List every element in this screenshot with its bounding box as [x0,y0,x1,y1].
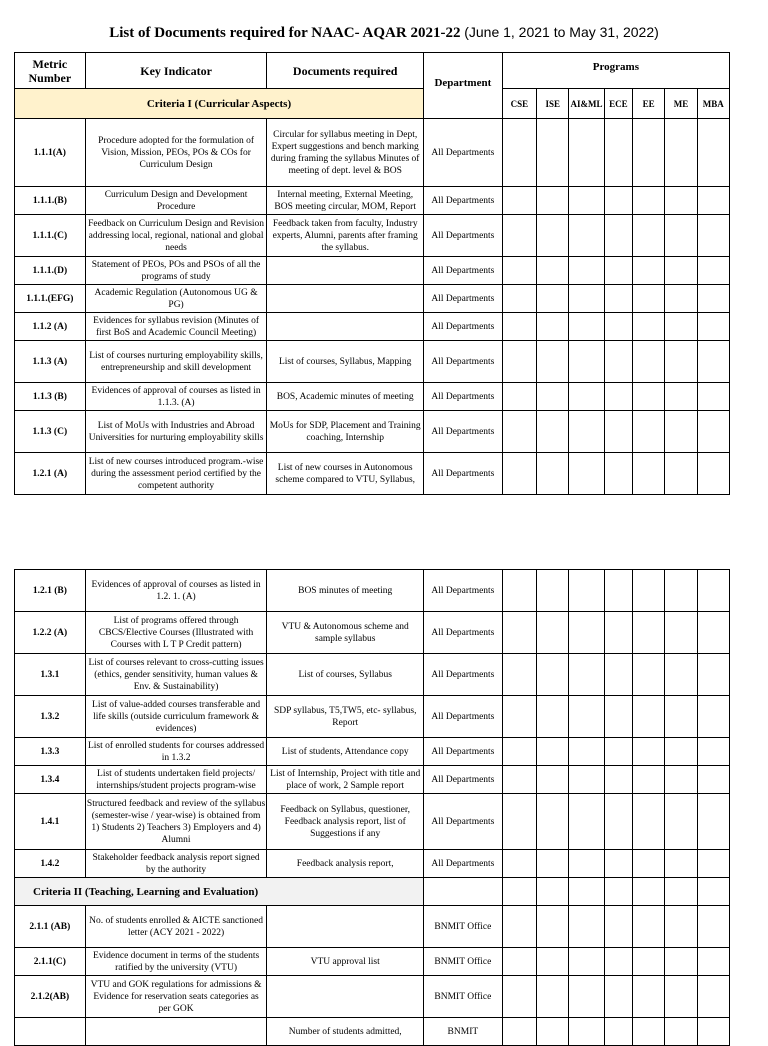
program-check-cell [502,696,536,738]
metric-cell: 1.1.1.(D) [15,257,86,285]
program-check-cell [665,976,697,1018]
table-row [15,313,730,341]
program-check-cell [665,411,697,453]
program-check-cell [632,285,664,313]
program-check-cell [569,654,604,696]
program-check-cell [569,570,604,612]
table-row [15,794,730,850]
department-cell: All Departments [423,794,502,850]
program-check-cell [502,654,536,696]
program-check-cell [604,257,632,285]
program-check-cell [537,766,569,794]
key-indicator-cell: Curriculum Design and Development Procedure [85,187,267,215]
program-check-cell [697,411,729,453]
program-check-cell [569,119,604,187]
program-check-cell [665,257,697,285]
program-check-cell [697,453,729,495]
key-indicator-cell: Stakeholder feedback analysis report signed by the authority [85,850,267,878]
department-cell: All Departments [423,119,502,187]
program-check-cell [604,119,632,187]
department-cell: All Departments [423,285,502,313]
table-row [15,948,730,976]
program-cse: CSE [502,89,536,119]
metric-cell: 1.1.3 (A) [15,341,86,383]
program-check-cell [537,850,569,878]
table-row [15,696,730,738]
program-check-cell [537,341,569,383]
metric-cell: 2.1.1(C) [15,948,86,976]
metric-cell: 1.4.2 [15,850,86,878]
program-check-cell [697,285,729,313]
program-check-cell [537,1018,569,1046]
program-check-cell [697,215,729,257]
table-row [15,570,730,612]
program-check-cell [633,976,665,1018]
program-check-cell [502,906,536,948]
empty-cell [665,878,697,906]
header-programs: Programs [502,53,729,89]
program-check-cell [502,215,536,257]
program-check-cell [665,738,697,766]
metric-cell: 1.1.3 (B) [15,383,86,411]
key-indicator-cell: Evidence document in terms of the students ratified by the university (VTU) [85,948,267,976]
program-check-cell [569,383,604,411]
program-check-cell [697,906,729,948]
program-check-cell [697,976,729,1018]
program-check-cell [665,1018,697,1046]
program-check-cell [665,696,697,738]
program-check-cell [502,313,536,341]
page-title-date-range: (June 1, 2021 to May 31, 2022) [464,24,659,40]
documents-cell: List of courses, Syllabus, Mapping [267,341,424,383]
program-check-cell [537,215,569,257]
program-check-cell [569,612,604,654]
documents-cell [267,906,424,948]
key-indicator-cell: Feedback on Curriculum Design and Revision addressing local, regional, national and global needs [85,215,267,257]
program-check-cell [665,612,697,654]
program-check-cell [632,187,664,215]
empty-cell [633,878,665,906]
documents-cell: List of new courses in Autonomous scheme compared to VTU, Syllabus, [267,453,424,495]
program-check-cell [537,411,569,453]
program-check-cell [633,906,665,948]
program-check-cell [502,976,536,1018]
metric-cell: 1.3.3 [15,738,86,766]
department-cell: All Departments [423,215,502,257]
program-check-cell [697,570,729,612]
empty-cell [569,878,604,906]
department-cell: All Departments [423,411,502,453]
program-check-cell [632,257,664,285]
table-row [15,187,730,215]
table-row [15,654,730,696]
documents-table-part2 [14,569,730,1046]
key-indicator-cell: Statement of PEOs, POs and PSOs of all the programs of study [85,257,267,285]
program-check-cell [502,1018,536,1046]
table-row [15,119,730,187]
program-check-cell [569,696,604,738]
program-check-cell [604,1018,632,1046]
metric-cell: 1.1.1.(C) [15,215,86,257]
key-indicator-cell: Evidences of approval of courses as listed in 1.2. 1. (A) [85,570,267,612]
program-check-cell [502,285,536,313]
program-check-cell [604,906,632,948]
documents-cell: BOS, Academic minutes of meeting [267,383,424,411]
key-indicator-cell [85,1018,267,1046]
metric-cell: 1.2.2 (A) [15,612,86,654]
metric-cell: 1.3.1 [15,654,86,696]
program-check-cell [665,341,697,383]
program-check-cell [569,341,604,383]
table-row [15,906,730,948]
metric-cell: 1.4.1 [15,794,86,850]
key-indicator-cell: List of MoUs with Industries and Abroad Universities for nurturing employability skills [85,411,267,453]
program-check-cell [697,257,729,285]
program-check-cell [569,313,604,341]
program-check-cell [569,1018,604,1046]
department-cell: All Departments [423,738,502,766]
program-check-cell [665,654,697,696]
program-check-cell [537,453,569,495]
program-check-cell [569,257,604,285]
program-check-cell [569,215,604,257]
program-check-cell [697,850,729,878]
key-indicator-cell: VTU and GOK regulations for admissions & Evidence for reservation seats categories as per GOK [85,976,267,1018]
table-row [15,341,730,383]
department-cell: All Departments [423,313,502,341]
program-me: ME [665,89,697,119]
documents-cell: Internal meeting, External Meeting, BOS meeting circular, MOM, Report [267,187,424,215]
program-check-cell [537,738,569,766]
program-check-cell [502,738,536,766]
program-check-cell [569,285,604,313]
metric-cell: 1.2.1 (B) [15,570,86,612]
program-check-cell [632,383,664,411]
program-check-cell [537,570,569,612]
program-check-cell [604,570,632,612]
program-check-cell [569,976,604,1018]
program-check-cell [569,850,604,878]
program-check-cell [604,383,632,411]
program-check-cell [697,1018,729,1046]
program-check-cell [537,383,569,411]
program-check-cell [697,696,729,738]
program-check-cell [697,654,729,696]
program-check-cell [632,341,664,383]
key-indicator-cell: Academic Regulation (Autonomous UG & PG) [85,285,267,313]
key-indicator-cell: List of courses nurturing employability skills, entrepreneurship and skill development [85,341,267,383]
department-cell: All Departments [423,766,502,794]
program-check-cell [604,766,632,794]
empty-cell [697,878,729,906]
table-row [15,976,730,1018]
program-check-cell [604,794,632,850]
metric-cell: 1.3.2 [15,696,86,738]
program-check-cell [633,794,665,850]
key-indicator-cell: List of programs offered through CBCS/Elective Courses (Illustrated with Courses with L T P Credit pattern) [85,612,267,654]
key-indicator-cell: Structured feedback and review of the syllabus (semester-wise / year-wise) is obtained from 1) Students 2) Teachers 3) Employers and 4) Alumni [85,794,267,850]
key-indicator-cell: List of courses relevant to cross-cutting issues (ethics, gender sensitivity, human values & Env. & Sustainability) [85,654,267,696]
department-cell: All Departments [423,570,502,612]
program-check-cell [537,119,569,187]
program-check-cell [665,570,697,612]
empty-cell [502,878,536,906]
table-row [15,383,730,411]
program-check-cell [697,766,729,794]
program-check-cell [665,794,697,850]
documents-cell [267,257,424,285]
table-row [15,850,730,878]
program-check-cell [604,341,632,383]
program-check-cell [502,570,536,612]
table-row [15,215,730,257]
program-check-cell [632,215,664,257]
metric-cell: 1.3.4 [15,766,86,794]
documents-cell [267,976,424,1018]
metric-cell: 2.1.1 (AB) [15,906,86,948]
header-documents-required: Documents required [267,53,424,89]
empty-cell [604,878,632,906]
program-check-cell [569,738,604,766]
program-check-cell [569,948,604,976]
documents-cell: SDP syllabus, T5,TW5, etc- syllabus, Report [267,696,424,738]
documents-cell: List of students, Attendance copy [267,738,424,766]
program-check-cell [604,948,632,976]
program-check-cell [537,794,569,850]
key-indicator-cell: No. of students enrolled & AICTE sanctioned letter (ACY 2021 - 2022) [85,906,267,948]
program-check-cell [633,948,665,976]
program-check-cell [665,119,697,187]
program-check-cell [633,570,665,612]
program-check-cell [502,850,536,878]
program-check-cell [604,453,632,495]
documents-cell: VTU & Autonomous scheme and sample syllabus [267,612,424,654]
program-check-cell [502,794,536,850]
program-check-cell [697,313,729,341]
program-check-cell [633,612,665,654]
empty-cell [537,878,569,906]
key-indicator-cell: List of enrolled students for courses addressed in 1.3.2 [85,738,267,766]
program-check-cell [697,794,729,850]
program-check-cell [665,187,697,215]
key-indicator-cell: Evidences of approval of courses as listed in 1.1.3. (A) [85,383,267,411]
program-check-cell [665,215,697,257]
program-check-cell [665,453,697,495]
program-check-cell [502,119,536,187]
program-check-cell [537,313,569,341]
program-check-cell [632,411,664,453]
key-indicator-cell: List of value-added courses transferable and life skills (outside curriculum framework & evidences) [85,696,267,738]
program-check-cell [665,383,697,411]
page-title [0,24,768,42]
department-cell: BNMIT Office [423,976,502,1018]
documents-cell: Feedback analysis report, [267,850,424,878]
documents-cell: List of courses, Syllabus [267,654,424,696]
criteria-1-heading: Criteria I (Curricular Aspects) [15,89,424,119]
program-ee: EE [632,89,664,119]
documents-cell: VTU approval list [267,948,424,976]
program-check-cell [502,453,536,495]
documents-cell [267,285,424,313]
program-check-cell [502,341,536,383]
program-check-cell [632,119,664,187]
metric-cell: 1.1.3 (C) [15,411,86,453]
program-check-cell [665,313,697,341]
table-row [15,766,730,794]
program-mba: MBA [697,89,729,119]
department-cell: BNMIT Office [423,948,502,976]
program-check-cell [604,215,632,257]
department-cell: BNMIT [423,1018,502,1046]
program-check-cell [537,976,569,1018]
key-indicator-cell: List of new courses introduced program.-wise during the assessment period certified by the competent authority [85,453,267,495]
documents-cell: MoUs for SDP, Placement and Training coaching, Internship [267,411,424,453]
program-check-cell [502,766,536,794]
documents-table-part1 [14,52,730,495]
department-cell: All Departments [423,850,502,878]
criteria-2-heading: Criteria II (Teaching, Learning and Evaluation) [15,878,424,906]
table-row [15,411,730,453]
program-check-cell [632,313,664,341]
table-row [15,1018,730,1046]
page-title-main: List of Documents required for NAAC- AQAR 2021-22 [109,25,461,41]
metric-cell: 1.1.1.(EFG) [15,285,86,313]
program-check-cell [502,257,536,285]
program-check-cell [537,906,569,948]
metric-cell: 1.2.1 (A) [15,453,86,495]
program-check-cell [665,906,697,948]
program-check-cell [537,654,569,696]
program-check-cell [502,948,536,976]
criteria-2-row [15,878,730,906]
program-check-cell [569,411,604,453]
program-check-cell [502,612,536,654]
program-check-cell [633,738,665,766]
program-check-cell [633,850,665,878]
table-row [15,285,730,313]
program-check-cell [697,738,729,766]
program-check-cell [665,948,697,976]
documents-cell: BOS minutes of meeting [267,570,424,612]
department-cell: All Departments [423,187,502,215]
program-check-cell [633,696,665,738]
program-check-cell [604,654,632,696]
metric-cell: 1.1.2 (A) [15,313,86,341]
documents-cell: Feedback on Syllabus, questioner, Feedback analysis report, list of Suggestions if any [267,794,424,850]
program-check-cell [604,850,632,878]
program-check-cell [502,411,536,453]
department-cell: All Departments [423,257,502,285]
program-check-cell [604,313,632,341]
program-check-cell [604,285,632,313]
program-check-cell [604,612,632,654]
table-row [15,612,730,654]
department-cell: BNMIT Office [423,906,502,948]
table-row [15,257,730,285]
key-indicator-cell: Evidences for syllabus revision (Minutes of first BoS and Academic Council Meeting) [85,313,267,341]
program-check-cell [697,119,729,187]
department-cell: All Departments [423,654,502,696]
program-check-cell [633,654,665,696]
department-cell: All Departments [423,612,502,654]
documents-cell: List of Internship, Project with title and place of work, 2 Sample report [267,766,424,794]
program-check-cell [502,383,536,411]
program-check-cell [697,383,729,411]
program-check-cell [604,696,632,738]
program-check-cell [569,453,604,495]
program-check-cell [537,612,569,654]
department-cell: All Departments [423,696,502,738]
table-row [15,738,730,766]
program-check-cell [569,766,604,794]
documents-cell: Feedback taken from faculty, Industry experts, Alumni, parents after framing the syllabus. [267,215,424,257]
metric-cell: 2.1.2(AB) [15,976,86,1018]
program-check-cell [632,453,664,495]
metric-cell [15,1018,86,1046]
program-check-cell [537,948,569,976]
program-check-cell [569,906,604,948]
program-check-cell [665,766,697,794]
program-check-cell [697,187,729,215]
program-check-cell [633,1018,665,1046]
department-cell: All Departments [423,453,502,495]
empty-cell [423,878,502,906]
documents-cell: Number of students admitted, [267,1018,424,1046]
program-check-cell [697,948,729,976]
program-ise: ISE [537,89,569,119]
program-ece: ECE [604,89,632,119]
program-check-cell [537,187,569,215]
key-indicator-cell: List of students undertaken field projects/ internships/student projects program-wise [85,766,267,794]
metric-cell: 1.1.1(A) [15,119,86,187]
program-check-cell [569,794,604,850]
documents-cell: Circular for syllabus meeting in Dept, Expert suggestions and bench marking during framing the syllabus Minutes of meeting of dept. level & BOS [267,119,424,187]
program-check-cell [697,612,729,654]
header-metric-number: Metric Number [15,53,86,89]
program-check-cell [604,976,632,1018]
documents-cell [267,313,424,341]
header-department: Department [423,53,502,119]
department-cell: All Departments [423,341,502,383]
department-cell: All Departments [423,383,502,411]
program-check-cell [604,738,632,766]
program-check-cell [537,257,569,285]
program-check-cell [502,187,536,215]
program-check-cell [633,766,665,794]
program-check-cell [665,285,697,313]
key-indicator-cell: Procedure adopted for the formulation of Vision, Mission, PEOs, POs & COs for Curriculum Design [85,119,267,187]
table-row [15,453,730,495]
program-check-cell [537,285,569,313]
program-aiml: AI&ML [569,89,604,119]
program-check-cell [537,696,569,738]
header-key-indicator: Key Indicator [85,53,267,89]
metric-cell: 1.1.1.(B) [15,187,86,215]
program-check-cell [697,341,729,383]
program-check-cell [569,187,604,215]
program-check-cell [604,187,632,215]
program-check-cell [604,411,632,453]
program-check-cell [665,850,697,878]
